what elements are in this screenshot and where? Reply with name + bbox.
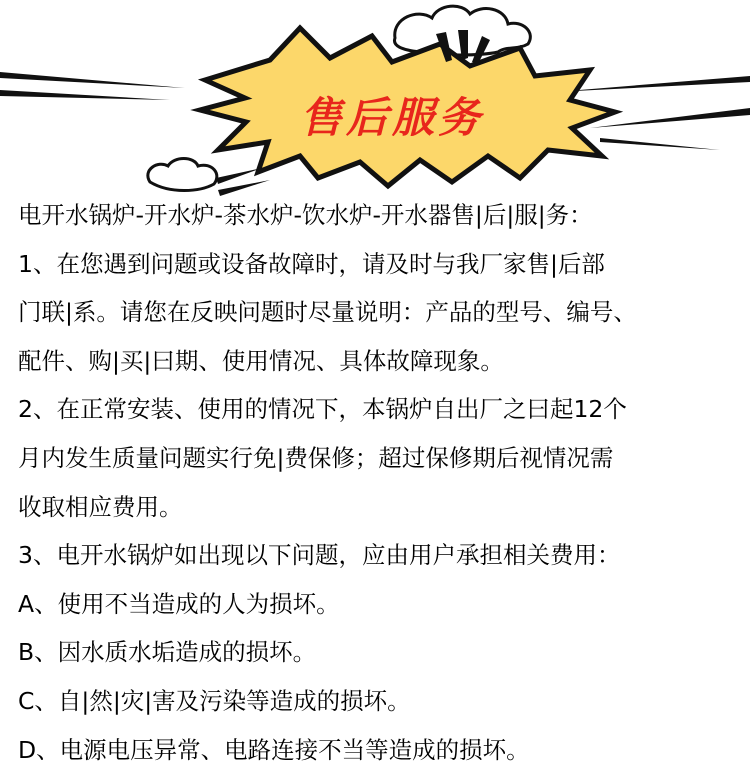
text-line: 配件、购|买|曰期、使用情况、具体故障现象。 <box>18 346 504 375</box>
banner-title: 售后服务 <box>300 93 485 142</box>
text-line: 1、在您遇到问题或设备故障时，请及时与我厂家售|后部 <box>18 249 605 278</box>
text-line: 门联|系。请您在反映问题时尽量说明：产品的型号、编号、 <box>18 298 637 327</box>
text-line: B、因水质水垢造成的损坏。 <box>18 638 317 667</box>
text-line: 3、电开水锅炉如出现以下问题，应由用户承担相关费用： <box>18 541 621 570</box>
text-line: C、自|然|灾|害及污染等造成的损坏。 <box>18 686 411 715</box>
text-line: 2、在正常安装、使用的情况下，本锅炉自出厂之曰起12个 <box>18 395 627 424</box>
speed-line <box>216 168 262 184</box>
speed-line <box>0 72 185 88</box>
text-line: 电开水锅炉-开水炉-茶水炉-饮水炉-开水器售|后|服|务： <box>18 201 593 229</box>
text-line: 收取相应费用。 <box>18 492 183 521</box>
text-line: A、使用不当造成的人为损坏。 <box>18 589 340 618</box>
speed-line <box>600 138 720 150</box>
speed-line <box>218 180 270 196</box>
speed-line <box>0 90 170 100</box>
service-text <box>18 197 738 780</box>
text-line: D、电源电压异常、电路连接不当等造成的损坏。 <box>18 735 530 764</box>
banner <box>0 0 750 200</box>
small-cloud <box>148 159 217 191</box>
text-line: 月内发生质量问题实行免|费保修；超过保修期后视情况需 <box>18 443 614 472</box>
